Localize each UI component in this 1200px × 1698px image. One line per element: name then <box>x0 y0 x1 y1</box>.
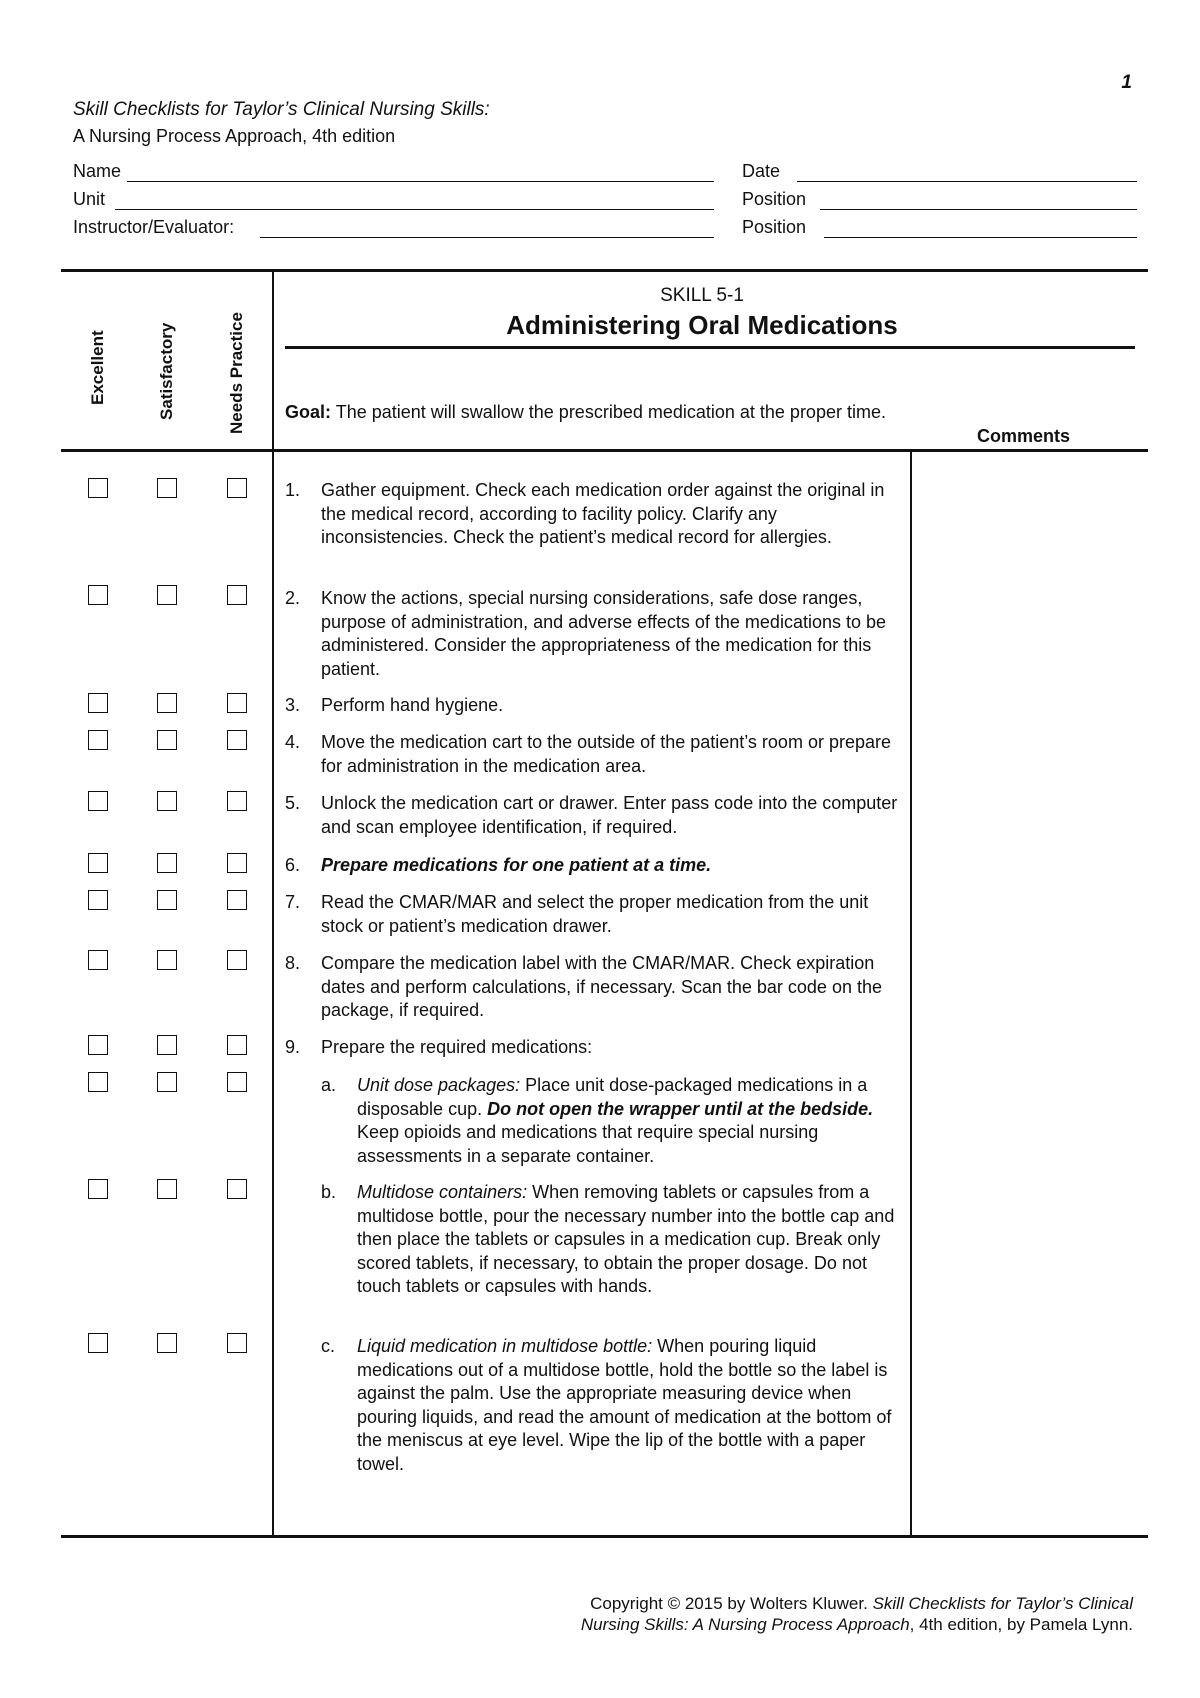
checkbox-4-excellent[interactable] <box>88 730 108 750</box>
step-text: Prepare medications for one patient at a time. <box>321 855 712 875</box>
checkbox-9b-satisfactory[interactable] <box>157 1179 177 1199</box>
book-subtitle: A Nursing Process Approach, 4th edition <box>73 126 396 146</box>
satisfactory-header: Satisfactory <box>157 322 176 420</box>
substep-body-2: Keep opioids and medications that require special nursing assessments in a separate container. <box>357 1122 819 1166</box>
comments-header: Comments <box>977 426 1071 446</box>
position-label-1: Position <box>742 189 807 209</box>
step-number: 8. <box>285 953 301 973</box>
checkbox-9a-needs-practice[interactable] <box>227 1072 247 1092</box>
table-top-rule <box>61 269 1148 272</box>
date-label: Date <box>742 161 781 181</box>
checkbox-7-needs-practice[interactable] <box>227 890 247 910</box>
checkbox-9c-needs-practice[interactable] <box>227 1333 247 1353</box>
step-number: 1. <box>285 480 301 500</box>
substep-text <box>357 1335 905 1476</box>
step-9a <box>321 1074 905 1168</box>
step-6 <box>285 854 905 878</box>
checkbox-4-satisfactory[interactable] <box>157 730 177 750</box>
footer-copyright: Copyright © 2015 by Wolters Kluwer. <box>590 1594 873 1613</box>
checkbox-9a-satisfactory[interactable] <box>157 1072 177 1092</box>
step-number: 3. <box>285 695 301 715</box>
date-field[interactable] <box>797 181 1137 182</box>
checkbox-7-excellent[interactable] <box>88 890 108 910</box>
checkbox-9b-excellent[interactable] <box>88 1179 108 1199</box>
page-number: 1 <box>1121 72 1132 93</box>
step-4 <box>285 731 905 778</box>
rating-column-divider <box>272 271 274 1536</box>
name-field[interactable] <box>127 181 714 182</box>
needs-practice-header: Needs Practice <box>227 312 246 434</box>
step-text: Compare the medication label with the CMAR/MAR. Check expiration dates and perform calculations, if necessary. Scan the bar code on the package, if required. <box>321 953 882 1020</box>
checkbox-3-satisfactory[interactable] <box>157 693 177 713</box>
footer-book-title-2: Nursing Skills: A Nursing Process Approach <box>580 1615 910 1634</box>
step-number: 9. <box>285 1037 301 1057</box>
checkbox-6-excellent[interactable] <box>88 853 108 873</box>
checkbox-1-excellent[interactable] <box>88 478 108 498</box>
substep-body: When removing tablets or capsules from a multidose bottle, pour the necessary number into the bottle cap and then place the tablets or capsules in a medication cup. Break only scored tablets, if necessary, to obtain the proper dosage. Do not touch tablets or capsules with hands. <box>357 1182 895 1296</box>
checkbox-9-needs-practice[interactable] <box>227 1035 247 1055</box>
checkbox-8-excellent[interactable] <box>88 950 108 970</box>
checkbox-2-excellent[interactable] <box>88 585 108 605</box>
substep-letter: c. <box>321 1336 336 1356</box>
checkbox-6-needs-practice[interactable] <box>227 853 247 873</box>
step-text: Gather equipment. Check each medication order against the original in the medical record, according to facility policy. Clarify any inconsistencies. Check the patient’s medical record for allergies. <box>321 480 885 547</box>
step-5 <box>285 792 905 839</box>
substep-letter: b. <box>321 1182 337 1202</box>
step-number: 6. <box>285 855 301 875</box>
substep-body: When pouring liquid medications out of a multidose bottle, hold the bottle so the label is against the palm. Use the appropriate measuring device when pouring liquids, and read the amount of medication at the bottom of the meniscus at eye level. Wipe the lip of the bottle with a paper towel. <box>357 1336 892 1474</box>
step-number: 2. <box>285 588 301 608</box>
checkbox-4-needs-practice[interactable] <box>227 730 247 750</box>
table-bottom-rule <box>61 1535 1148 1538</box>
step-text: Read the CMAR/MAR and select the proper medication from the unit stock or patient’s medication drawer. <box>321 892 869 936</box>
comments-column-divider <box>910 451 912 1536</box>
step-1 <box>285 479 905 550</box>
skill-title: Administering Oral Medications <box>506 310 898 340</box>
unit-label: Unit <box>73 189 106 209</box>
checkbox-6-satisfactory[interactable] <box>157 853 177 873</box>
checkbox-9-satisfactory[interactable] <box>157 1035 177 1055</box>
instructor-field[interactable] <box>260 237 714 238</box>
instructor-label: Instructor/Evaluator: <box>73 217 235 237</box>
title-underline <box>285 346 1135 349</box>
step-number: 4. <box>285 732 301 752</box>
checkbox-8-satisfactory[interactable] <box>157 950 177 970</box>
checkbox-3-excellent[interactable] <box>88 693 108 713</box>
footer-edition: , 4th edition, by Pamela Lynn. <box>909 1615 1133 1634</box>
substep-body: Place unit dose-packaged medications in a disposable cup. <box>357 1075 868 1119</box>
step-7 <box>285 891 905 938</box>
goal-label: Goal: <box>285 402 332 422</box>
step-text: Move the medication cart to the outside of the patient’s room or prepare for administration in the medication area. <box>321 732 891 776</box>
checkbox-9b-needs-practice[interactable] <box>227 1179 247 1199</box>
step-number: 7. <box>285 892 301 912</box>
position-field-2[interactable] <box>824 237 1137 238</box>
checkbox-2-satisfactory[interactable] <box>157 585 177 605</box>
checkbox-1-needs-practice[interactable] <box>227 478 247 498</box>
step-3 <box>285 694 905 718</box>
position-label-2: Position <box>742 217 807 237</box>
excellent-header: Excellent <box>88 330 107 405</box>
substep-lead: Liquid medication in multidose bottle: <box>357 1336 653 1356</box>
name-label: Name <box>73 161 122 181</box>
step-number: 5. <box>285 793 301 813</box>
substep-letter: a. <box>321 1075 337 1095</box>
goal-body: The patient will swallow the prescribed medication at the proper time. <box>335 402 886 422</box>
unit-field[interactable] <box>115 209 714 210</box>
checkbox-7-satisfactory[interactable] <box>157 890 177 910</box>
checkbox-8-needs-practice[interactable] <box>227 950 247 970</box>
substep-lead: Unit dose packages: <box>357 1075 521 1095</box>
step-9b <box>321 1181 905 1299</box>
footer-book-title-1: Skill Checklists for Taylor’s Clinical <box>872 1594 1133 1613</box>
position-field-1[interactable] <box>820 209 1137 210</box>
step-9c <box>321 1335 905 1476</box>
step-2 <box>285 587 905 681</box>
checkbox-3-needs-practice[interactable] <box>227 693 247 713</box>
checkbox-9-excellent[interactable] <box>88 1035 108 1055</box>
substep-text <box>357 1074 905 1168</box>
substep-lead: Multidose containers: <box>357 1182 528 1202</box>
checkbox-9a-excellent[interactable] <box>88 1072 108 1092</box>
step-text: Perform hand hygiene. <box>321 695 504 715</box>
checkbox-1-satisfactory[interactable] <box>157 478 177 498</box>
step-text: Know the actions, special nursing considerations, safe dose ranges, purpose of administration, and adverse effects of the medications to be administered. Consider the appropriateness of the medication for this patient. <box>321 588 887 679</box>
substep-text <box>357 1181 905 1299</box>
table-header-rule <box>61 449 1148 452</box>
copyright-footer <box>493 1593 1133 1635</box>
checkbox-9c-excellent[interactable] <box>88 1333 108 1353</box>
step-text: Prepare the required medications: <box>321 1037 593 1057</box>
book-title: Skill Checklists for Taylor’s Clinical Nursing Skills: <box>73 99 490 120</box>
checkbox-5-needs-practice[interactable] <box>227 791 247 811</box>
step-text: Unlock the medication cart or drawer. Enter pass code into the computer and scan employee identification, if required. <box>321 793 898 837</box>
checkbox-9c-satisfactory[interactable] <box>157 1333 177 1353</box>
checkbox-5-satisfactory[interactable] <box>157 791 177 811</box>
checkbox-5-excellent[interactable] <box>88 791 108 811</box>
checkbox-2-needs-practice[interactable] <box>227 585 247 605</box>
skill-number: SKILL 5-1 <box>660 285 744 306</box>
step-8 <box>285 952 905 1023</box>
step-9 <box>285 1036 905 1060</box>
substep-emphasis: Do not open the wrapper until at the bedside. <box>487 1098 874 1119</box>
goal-text <box>285 401 905 424</box>
